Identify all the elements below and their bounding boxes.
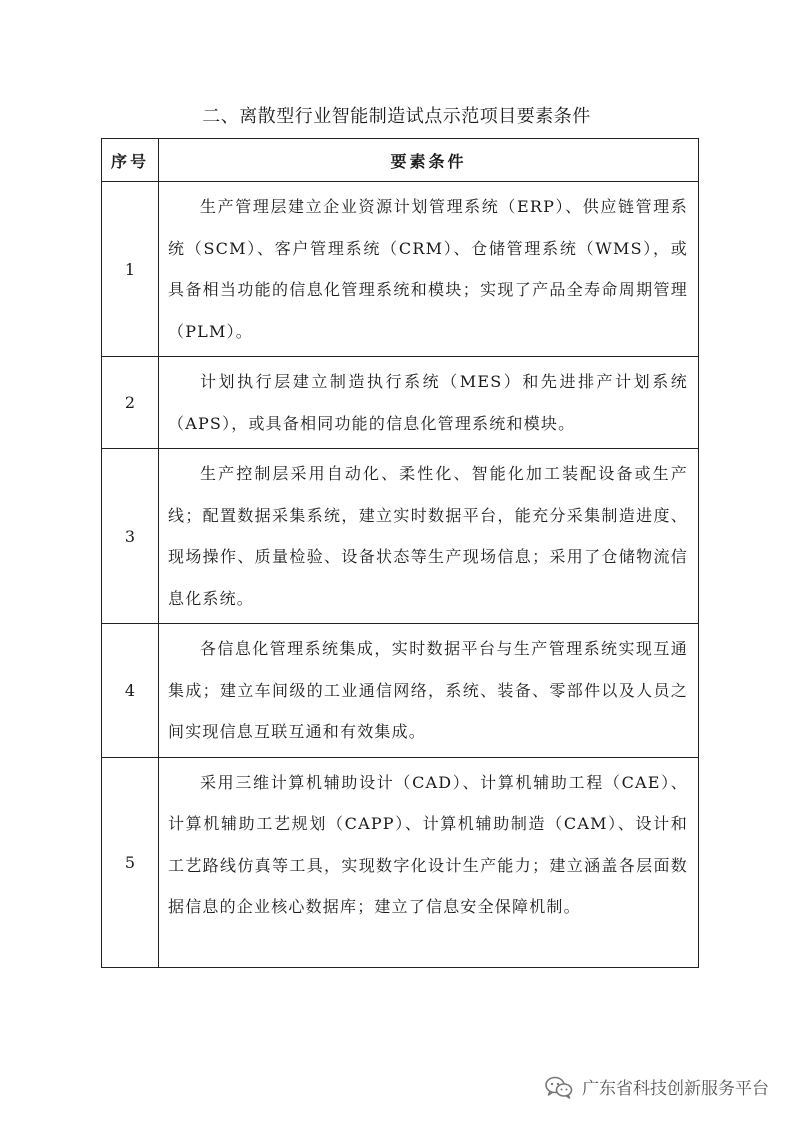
table-header-row bbox=[102, 139, 699, 182]
table-row bbox=[102, 449, 699, 624]
row-number: 4 bbox=[102, 624, 159, 758]
row-number: 5 bbox=[102, 757, 159, 967]
condition-text: 生产控制层采用自动化、柔性化、智能化加工装配设备或生产线；配置数据采集系统，建立实时数据平台，能充分采集制造进度、现场操作、质量检验、设备状态等生产现场信息；采用了仓储物流信息化系统。 bbox=[168, 464, 688, 608]
condition-text: 各信息化管理系统集成，实时数据平台与生产管理系统实现互通集成；建立车间级的工业通信网络，系统、装备、零部件以及人员之间实现信息互联互通和有效集成。 bbox=[168, 639, 688, 741]
source-watermark bbox=[544, 1074, 769, 1099]
row-condition bbox=[159, 757, 699, 967]
header-condition: 要素条件 bbox=[159, 139, 699, 182]
table-row bbox=[102, 624, 699, 758]
condition-text: 采用三维计算机辅助设计（CAD）、计算机辅助工程（CAE）、计算机辅助工艺规划（CAPP）、计算机辅助制造（CAM）、设计和工艺路线仿真等工具，实现数字化设计生产能力；建立涵盖各层面数据信息的企业核心数据库；建立了信息安全保障机制。 bbox=[168, 772, 688, 916]
table-row bbox=[102, 357, 699, 449]
header-number: 序号 bbox=[102, 139, 159, 182]
condition-text: 生产管理层建立企业资源计划管理系统（ERP）、供应链管理系统（SCM）、客户管理系统（CRM）、仓储管理系统（WMS），或具备相当功能的信息化管理系统和模块；实现了产品全寿命周期管理（PLM）。 bbox=[168, 197, 688, 341]
condition-text: 计划执行层建立制造执行系统（MES）和先进排产计划系统（APS），或具备相同功能的信息化管理系统和模块。 bbox=[168, 372, 688, 433]
table-row bbox=[102, 757, 699, 967]
row-condition bbox=[159, 449, 699, 624]
watermark-text: 广东省科技创新服务平台 bbox=[582, 1079, 769, 1099]
row-condition bbox=[159, 182, 699, 357]
row-condition bbox=[159, 624, 699, 758]
page-title: 二、离散型行业智能制造试点示范项目要素条件 bbox=[202, 106, 591, 127]
row-number: 3 bbox=[102, 449, 159, 624]
wechat-icon bbox=[544, 1075, 574, 1099]
table-row bbox=[102, 182, 699, 357]
row-number: 2 bbox=[102, 357, 159, 449]
row-number: 1 bbox=[102, 182, 159, 357]
row-condition bbox=[159, 357, 699, 449]
requirements-table bbox=[101, 138, 699, 968]
